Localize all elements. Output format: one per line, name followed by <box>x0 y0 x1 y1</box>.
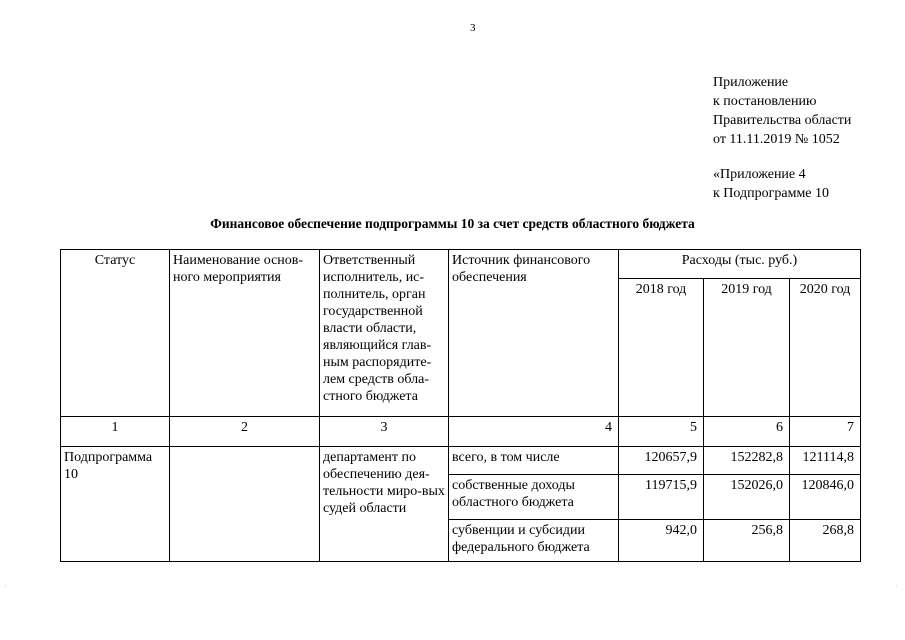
value-cell: 119715,9 <box>619 475 704 520</box>
table-row <box>61 447 861 475</box>
header-year: 2019 год <box>704 279 790 417</box>
status-cell: Подпрограмма 10 <box>61 447 170 562</box>
column-number: 5 <box>619 417 704 447</box>
financing-table <box>60 249 861 562</box>
source-cell: субвенции и субсидии федерального бюджета <box>449 520 619 562</box>
column-number: 3 <box>320 417 449 447</box>
source-cell: всего, в том числе <box>449 447 619 475</box>
column-number: 6 <box>704 417 790 447</box>
value-cell: 152026,0 <box>704 475 790 520</box>
sub-appendix-line: «Приложение 4 <box>713 167 806 182</box>
header-row <box>61 250 861 279</box>
appendix-line: к постановлению <box>713 94 817 109</box>
column-number: 2 <box>170 417 320 447</box>
executor-cell: департамент по обеспечению дея-тельности миро-вых судей области <box>320 447 449 562</box>
activity-cell <box>170 447 320 562</box>
column-number: 1 <box>61 417 170 447</box>
value-cell: 120657,9 <box>619 447 704 475</box>
value-cell: 120846,0 <box>790 475 861 520</box>
value-cell: 256,8 <box>704 520 790 562</box>
scan-mark: · <box>4 582 7 591</box>
column-number: 7 <box>790 417 861 447</box>
document-title: Финансовое обеспечение подпрограммы 10 за счет средств областного бюджета <box>210 216 695 231</box>
column-numbers-row <box>61 417 861 447</box>
header-source: Источник финансового обеспечения <box>449 250 619 417</box>
sub-appendix-line: к Подпрограмме 10 <box>713 186 830 201</box>
value-cell: 152282,8 <box>704 447 790 475</box>
appendix-line: от 11.11.2019 № 1052 <box>713 132 840 147</box>
header-executor: Ответственный исполнитель, ис-полнитель, орган государственной власти области, являющийся глав-ным распорядите-лем средств обла-стного бюджета <box>320 250 449 417</box>
scan-mark: · <box>895 582 898 591</box>
header-activity: Наименование основ-ного мероприятия <box>170 250 320 417</box>
page-number: 3 <box>470 22 476 34</box>
header-year: 2020 год <box>790 279 861 417</box>
value-cell: 268,8 <box>790 520 861 562</box>
header-year: 2018 год <box>619 279 704 417</box>
column-number: 4 <box>449 417 619 447</box>
header-status: Статус <box>61 250 170 417</box>
appendix-line: Приложение <box>713 75 789 90</box>
appendix-block <box>713 73 851 203</box>
value-cell: 121114,8 <box>790 447 861 475</box>
value-cell: 942,0 <box>619 520 704 562</box>
header-expenses: Расходы (тыс. руб.) <box>619 250 861 279</box>
source-cell: собственные доходы областного бюджета <box>449 475 619 520</box>
appendix-line: Правительства области <box>713 113 852 128</box>
